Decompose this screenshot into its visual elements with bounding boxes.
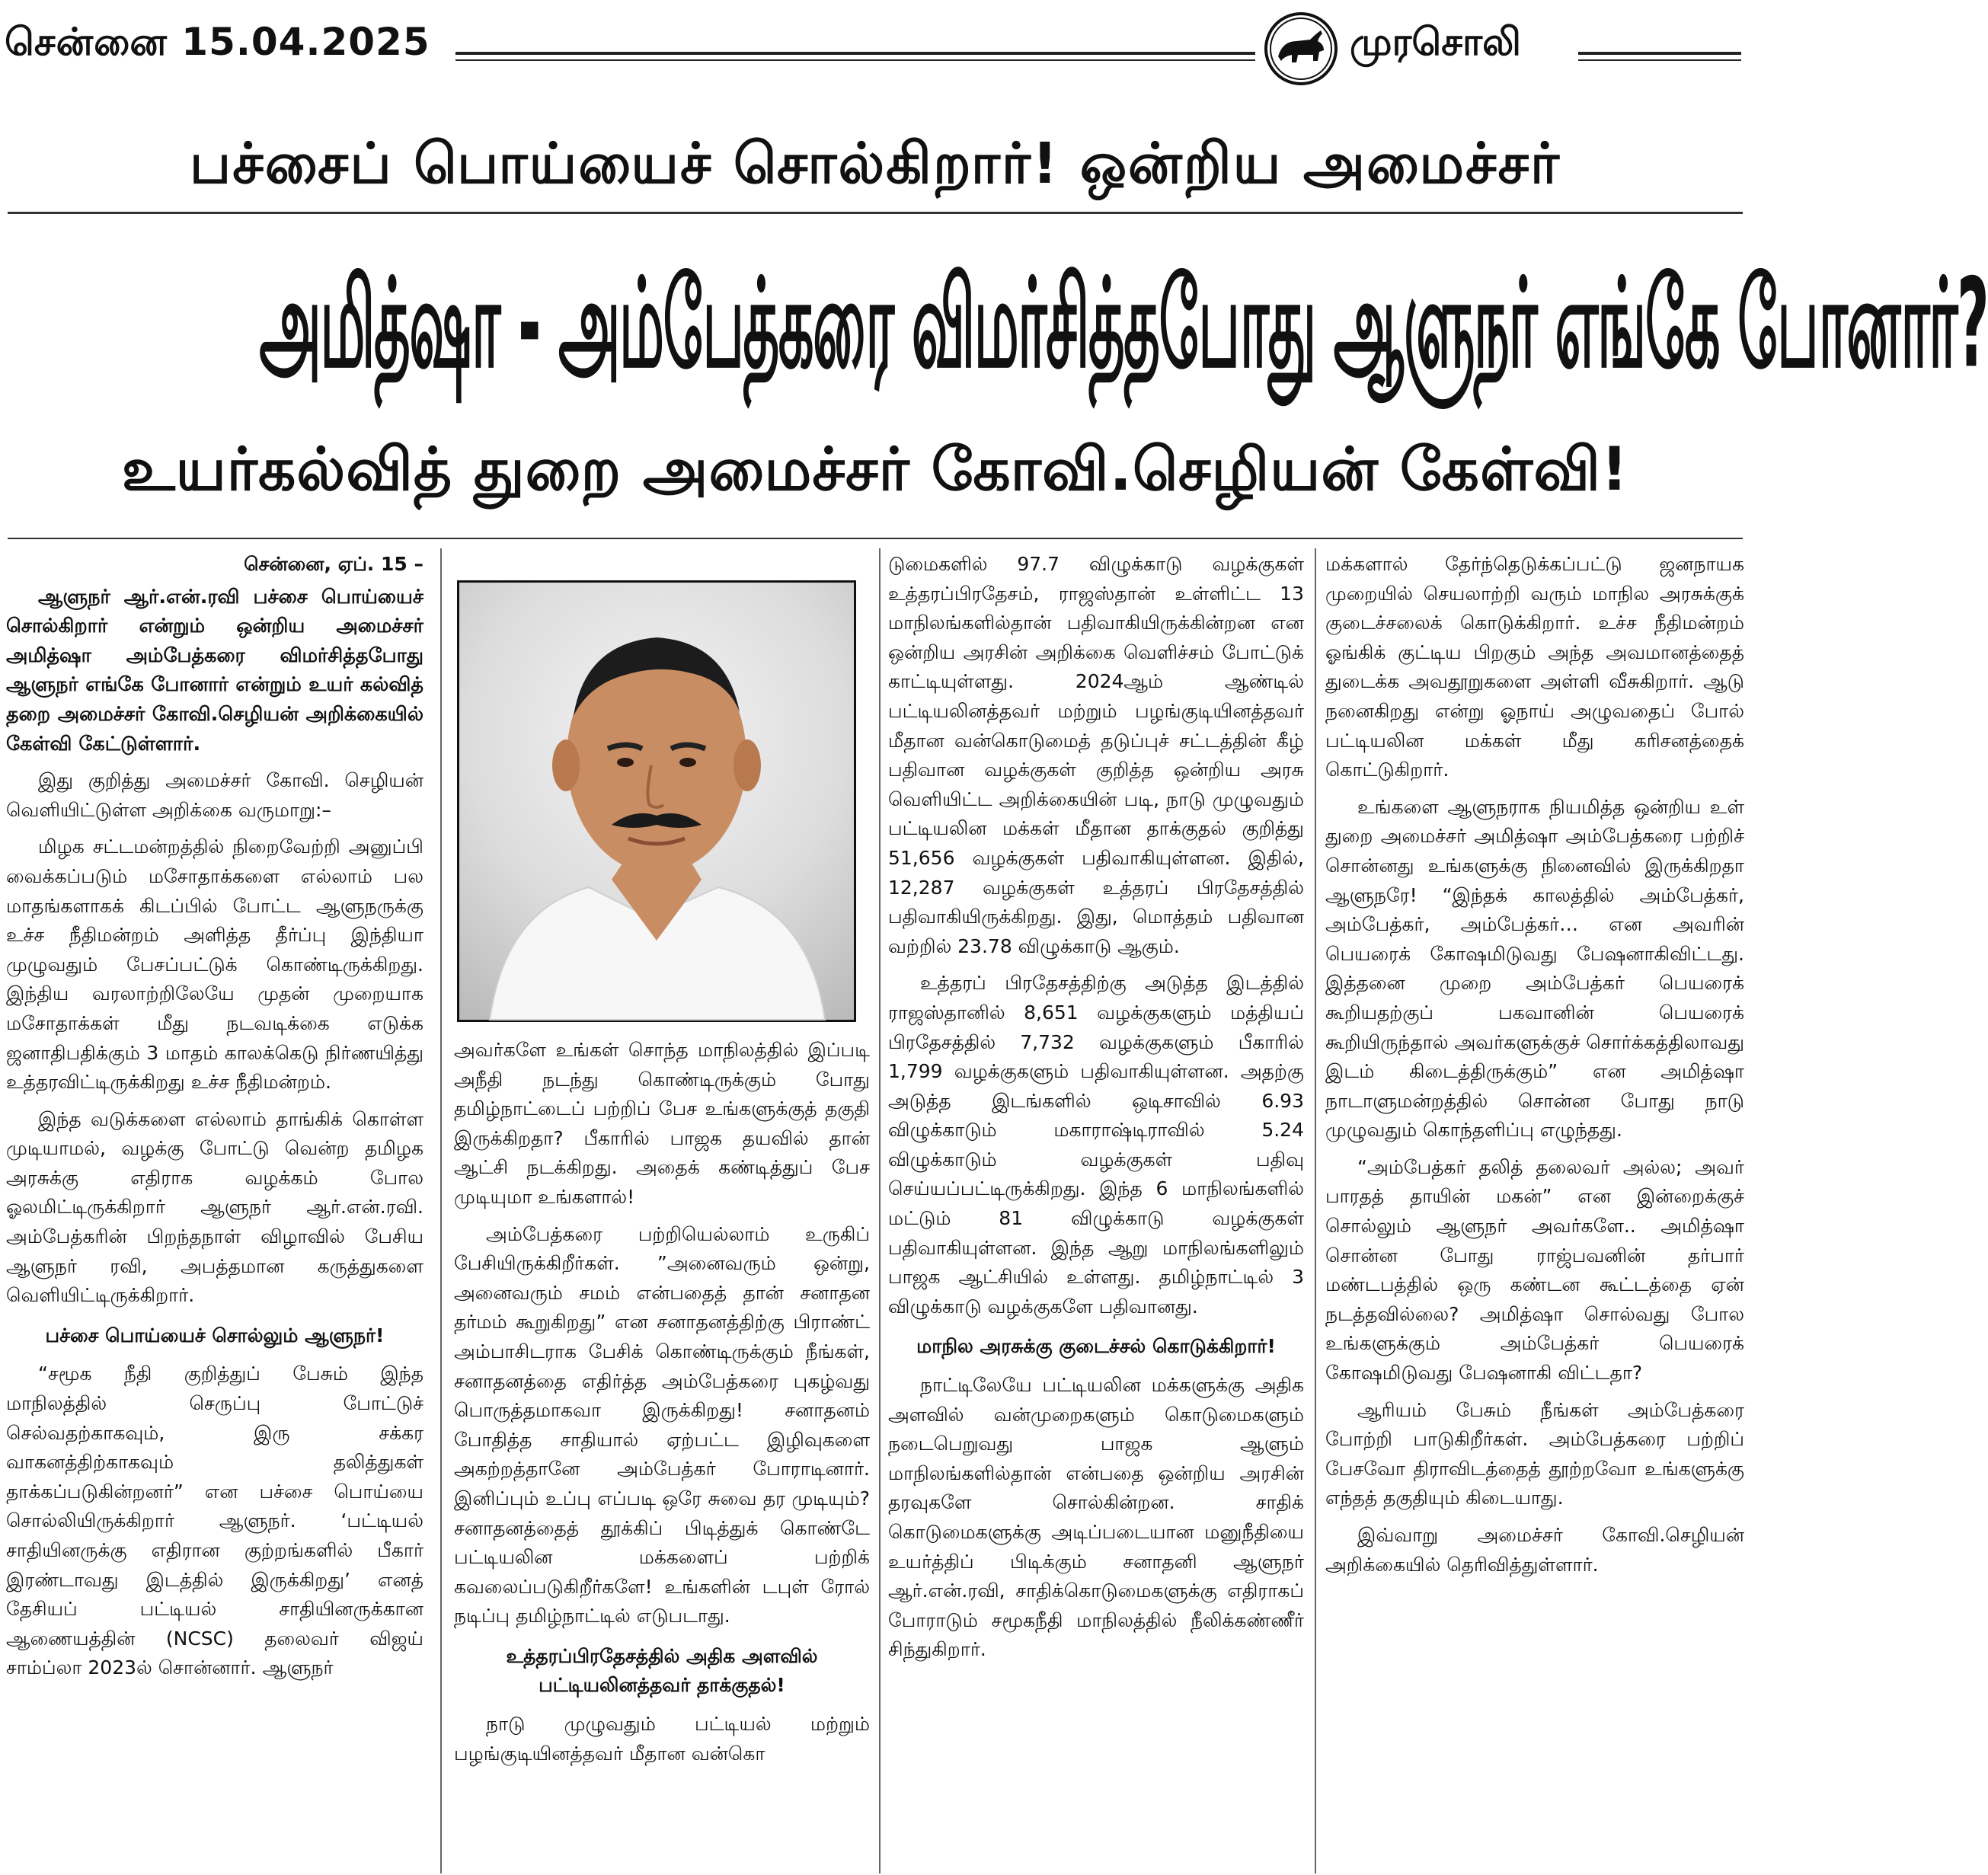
masthead-rule-right [1578,52,1741,61]
bull-logo-icon [1263,11,1339,87]
paragraph: இவ்வாறு அமைச்சர் கோவி.செழியன் அறிக்கையில் தெரிவித்துள்ளார். [1325,1524,1744,1576]
section-subtitle: பச்சை பொய்யைச் சொல்லும் ஆளுநர்! [45,1324,385,1346]
article-column-3 [888,550,1304,1871]
paragraph: நாடு முழுவதும் பட்டியல் மற்றும் பழங்குடியினத்தவர் மீதான வன்கொ [454,1713,870,1765]
paragraph: நாட்டிலேயே பட்டியலின மக்களுக்கு அதிக அளவில் வன்முறைகளும் கொடுமைகளும் நடைபெறுவது பாஜக ஆளும் மாநிலங்களில்தான் என்பதை ஒன்றிய அரசின் தரவுகளே சொல்கின்றன. சாதிக் கொடுமைகளுக்கு அடிப்படையான மனுநீதியை உயர்த்திப் பிடிக்கும் சனாதனி ஆளுநர் ஆர்.என்.ரவி, சாதிக்கொடுமைகளுக்கு எதிராகப் போராடும் சமூகநீதி மாநிலத்தில் நீலிக்கண்ணீர் சிந்துகிறார். [888,1374,1304,1661]
minister-portrait-photo [457,580,856,1022]
portrait-illustration [459,583,854,1020]
column-rule [1315,548,1316,1873]
lead-paragraph: ஆளுநர் ஆர்.என்.ரவி பச்சை பொய்யைச் சொல்கிறார் என்றும் ஒன்றிய அமைச்சர் அமித்ஷா அம்பேத்கரை விமர்சித்தபோது ஆளுநர் எங்கே போனார் என்றும் உயர் கல்வித் தறை அமைச்சர் கோவி.செழியன் அறிக்கையில் கேள்வி கேட்டுள்ளார். [6,585,423,755]
paragraph: உங்களை ஆளுநராக நியமித்த ஒன்றிய உள் துறை அமைச்சர் அமித்ஷா அம்பேத்கரை பற்றிச் சொன்னது உங்களுக்கு நினைவில் இருக்கிறதா ஆளுநரே! “இந்தக் காலத்தில் அம்பேத்கர், அம்பேத்கர், அம்பேத்கர்… என அவரின் பெயரைக் கோஷமிடுவது பேஷனாகிவிட்டது. இத்தனை முறை அம்பேத்கர் பெயரைக் கூறியதற்குப் பகவானின் பெயரைக் கூறியிருந்தால் அவர்களுக்குச் சொர்க்கத்திலாவது இடம் கிடைத்திருக்கும்” என அமித்ஷா நாடாளுமன்றத்தில் சொன்ன போது நாடு முழுவதும் கொந்தளிப்பு எழுந்தது. [1325,795,1744,1142]
masthead-paper-name: முரசொலி [1350,20,1521,64]
paragraph: மக்களால் தேர்ந்தெடுக்கப்பட்டு ஜனநாயக முறையில் செயலாற்றி வரும் மாநில அரசுக்குக் குடைச்சலைக் கொடுக்கிறார். உச்ச நீதிமன்றம் ஓங்கிக் குட்டிய பிறகும் அந்த அவமானத்தைத் துடைக்க அவதூறுகளை அள்ளி வீசுகிறார். ஆடு நனைகிறது என்று ஓநாய் அழுவதைப் போல் பட்டியலின மக்கள் மீது கரிசனத்தைக் கொட்டுகிறார். [1325,553,1744,781]
masthead-date: சென்னை 15.04.2025 [5,20,430,64]
headline-divider [8,212,1743,214]
paragraph: டுமைகளில் 97.7 விழுக்காடு வழக்குகள் உத்தரப்பிரதேசம், ராஜஸ்தான் உள்ளிட்ட 13 மாநிலங்களில்தான் பதிவாகியிருக்கின்றன என ஒன்றிய அரசின் அறிக்கை வெளிச்சம் போட்டுக் காட்டியுள்ளது. 2024ஆம் ஆண்டில் பட்டியலினத்தவர் மற்றும் பழங்குடியினத்தவர் மீதான வன்கொடுமைத் தடுப்புச் சட்டத்தின் கீழ் பதிவான வழக்குகள் குறித்த ஒன்றிய அரசு வெளியிட்ட அறிக்கையின் படி, நாடு முழுவதும் பட்டியலின மக்கள் மீதான தாக்குதல் குறித்து 51,656 வழக்குகள் பதிவாகியுள்ளன. இதில், 12,287 வழக்குகள் உத்தரப் பிரதேசத்தில் பதிவாகியிருக்கிறது. இது, மொத்தம் பதிவான வற்றில் 23.78 விழுக்காடு ஆகும். [888,553,1304,957]
column-rule [879,548,881,1873]
main-headline: அமித்ஷா - அம்பேத்கரை விமர்சித்தபோது ஆளுநர் எங்கே போனார்? [259,251,1988,396]
paragraph: அவர்களே உங்கள் சொந்த மாநிலத்தில் இப்படி அநீதி நடந்து கொண்டிருக்கும் போது தமிழ்நாட்டைப் பற்றிப் பேச உங்களுக்குத் தகுதி இருக்கிறதா? பீகாரில் பாஜக தயவில் தான் ஆட்சி நடக்கிறது. அதைக் கண்டித்துப் பேச முடியுமா உங்களால்! [454,1039,870,1208]
paragraph: இந்த வடுக்களை எல்லாம் தாங்கிக் கொள்ள முடியாமல், வழக்கு போட்டு வென்ற தமிழக அரசுக்கு எதிராக வழக்கம் போல ஓலமிட்டிருக்கிறார் ஆளுநர் ஆர்.என்.ரவி. அம்பேத்கரின் பிறந்தநாள் விழாவில் பேசிய ஆளுநர் ரவி, அபத்தமான கருத்துகளை வெளியிட்டிருக்கிறார். [6,1107,423,1307]
section-subtitle: உத்தரப்பிரதேசத்தில் அதிக அளவில் பட்டியலினத்தவர் தாக்குதல்! [506,1644,818,1697]
paragraph: இது குறித்து அமைச்சர் கோவி. செழியன் வெளியிட்டுள்ள அறிக்கை வருமாறு:– [6,769,423,821]
paragraph: “அம்பேத்கர் தலித் தலைவர் அல்ல; அவர் பாரதத் தாயின் மகன்” என இன்றைக்குச் சொல்லும் ஆளுநர் அவர்களே.. அமித்ஷா சொன்ன போது ராஜ்பவனின் தர்பார் மண்டபத்தில் ஒரு கண்டன கூட்டத்தை ஏன் நடத்தவில்லை? அமித்ஷா சொல்வது போல உங்களுக்கும் அம்பேத்கர் பெயரைக் கோஷமிடுவது பேஷனாகி விட்டதா? [1325,1155,1744,1385]
kicker-headline: பச்சைப் பொய்யைச் சொல்கிறார்! ஒன்றிய அமைச்சர் [189,131,1561,196]
paragraph: உத்தரப் பிரதேசத்திற்கு அடுத்த இடத்தில் ராஜஸ்தானில் 8,651 வழக்குகளும் மத்தியப் பிரதேசத்தில் 7,732 வழக்குகளும் பீகாரில் 1,799 வழக்குகளும் பதிவாகியுள்ளன. அதற்கு அடுத்த இடங்களில் ஒடிசாவில் 6.93 விழுக்காடும் மகாராஷ்டிராவில் 5.24 விழுக்காடும் வழக்குகள் பதிவு செய்யப்பட்டிருக்கிறது. இந்த 6 மாநிலங்களில் மட்டும் 81 விழுக்காடு வழக்குகள் பதிவாகியுள்ளன. இந்த ஆறு மாநிலங்களிலும் பாஜக ஆட்சியில் உள்ளது. தமிழ்நாட்டில் 3 விழுக்காடு வழக்குகளே பதிவானது. [888,972,1304,1318]
column-rule [440,548,442,1873]
paragraph: ஆரியம் பேசும் நீங்கள் அம்பேத்கரை போற்றி பாடுகிறீர்கள். அம்பேத்கரை பற்றிப் பேசவோ திராவிடத்தைத் தூற்றவோ உங்களுக்கு எந்தத் தகுதியும் கிடையாது. [1325,1398,1744,1509]
article-column-2 [454,1036,870,1871]
masthead [0,11,1750,87]
section-subtitle: மாநில அரசுக்கு குடைச்சல் கொடுக்கிறார்! [916,1335,1276,1358]
paragraph: அம்பேத்கரை பற்றியெல்லாம் உருகிப் பேசியிருக்கிறீர்கள். ”அனைவரும் ஒன்று, அனைவரும் சமம் என்பதைத் தான் சனாதன தர்மம் கூறுகிறது” என சனாதனத்திற்கு பிராண்ட் அம்பாசிடராக பேசிக் கொண்டிருக்கும் நீங்கள், சனாதனத்தை எதிர்த்த அம்பேத்கரை புகழ்வது பொருத்தமாகவா இருக்கிறது! சனாதனம் போதித்த சாதியால் ஏற்பட்ட இழிவுகளை அகற்றத்தானே அம்பேத்கர் போராடினார். இனிப்பும் உப்பு எப்படி ஒரே சுவை தர முடியும்? சனாதனத்தைத் தூக்கிப் பிடித்துக் கொண்டே பட்டியலின மக்களைப் பற்றிக் கவலைப்படுகிறீர்களே! உங்களின் டபுள் ரோல் நடிப்பு தமிழ்நாட்டில் எடுபடாது. [454,1222,870,1627]
article-column-1 [6,550,423,1871]
dateline: சென்னை, ஏப். 15 – [244,553,423,575]
sub-headline: உயர்கல்வித் துறை அமைச்சர் கோவி.செழியன் கேள்வி! [121,436,1629,504]
paragraph: மிழக சட்டமன்றத்தில் நிறைவேற்றி அனுப்பி வைக்கப்படும் மசோதாக்களை எல்லாம் பல மாதங்களாகக் கிடப்பில் போட்ட ஆளுநருக்கு உச்ச நீதிமன்றம் அளித்த தீர்ப்பு இந்தியா முழுவதும் பேசப்பட்டுக் கொண்டிருக்கிறது. இந்திய வரலாற்றிலேயே முதன் முறையாக மசோதாக்கள் மீது நடவடிக்கை எடுக்க ஜனாதிபதிக்கும் 3 மாதம் காலக்கெடு நிர்ணயித்து உத்தரவிட்டிருக்கிறது உச்ச நீதிமன்றம். [6,835,423,1094]
article-column-4 [1325,550,1744,1871]
article-divider [8,538,1743,539]
paragraph: “சமூக நீதி குறித்துப் பேசும் இந்த மாநிலத்தில் செருப்பு போட்டுச் செல்வதற்காகவும், இரு சக்கர வாகனத்திற்காகவும் தலித்துகள் தாக்கப்படுகின்றனர்” என பச்சை பொய்யை சொல்லியிருக்கிறார் ஆளுநர். ‘பட்டியல் சாதியினருக்கு எதிரான குற்றங்களில் பீகார் இரண்டாவது இடத்தில் இருக்கிறது’ எனத் தேசியப் பட்டியல் சாதியினருக்கான ஆணையத்தின் (NCSC) தலைவர் விஜய் சாம்ப்லா 2023ல் சொன்னார். ஆளுநர் [6,1362,423,1679]
masthead-rule-left [455,52,1255,61]
